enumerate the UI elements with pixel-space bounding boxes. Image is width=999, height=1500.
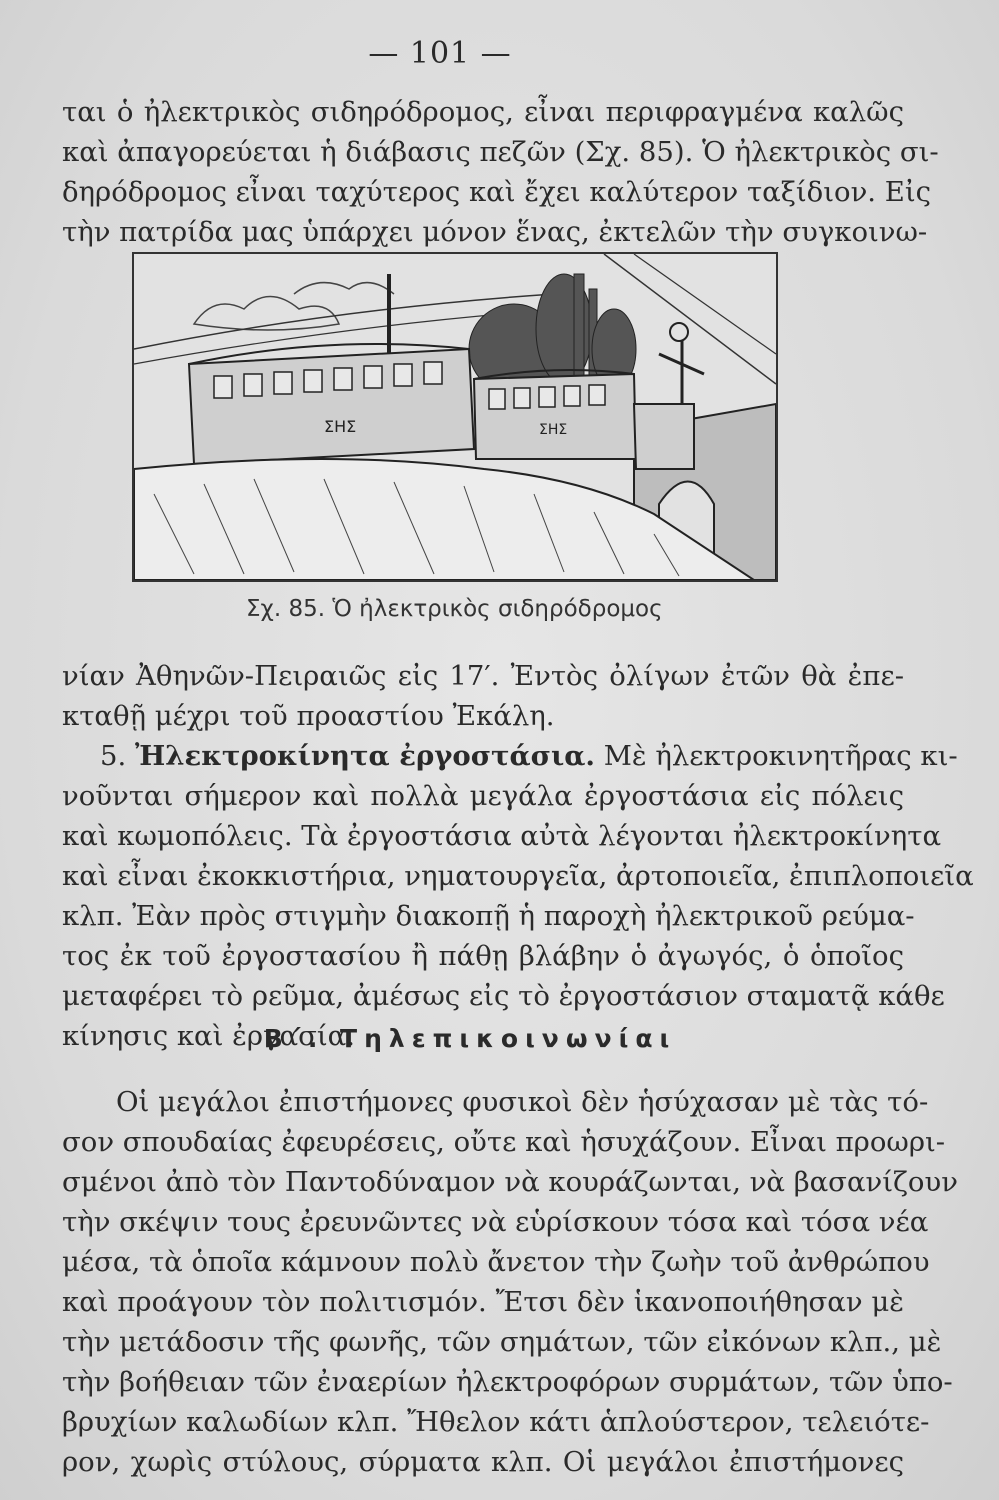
paragraph-middle bbox=[62, 656, 904, 736]
section-first-line bbox=[62, 736, 958, 776]
section-number: 5. bbox=[100, 740, 127, 772]
section-title: Ἠλεκτροκίνητα ἐργοστάσια. bbox=[135, 740, 595, 772]
text-line: μεταφέρει τὸ ρεῦμα, ἀμέσως εἰς τὸ ἐργοστάσιον σταματᾷ κάθε bbox=[62, 980, 945, 1012]
text-line: ρον, χωρὶς στύλους, σύρματα κλπ. Οἱ μεγάλοι ἐπιστήμονες bbox=[62, 1446, 904, 1478]
text-line: νίαν Ἀθηνῶν-Πειραιῶς εἰς 17′. Ἐντὸς ὀλίγων ἐτῶν θὰ ἐπε- bbox=[62, 660, 904, 692]
text-line: κίνησις καὶ ἐργασία. bbox=[62, 1020, 355, 1052]
car-label: ΣΗΣ bbox=[539, 422, 568, 438]
text-line: βρυχίων καλωδίων κλπ. Ἤθελον κάτι ἁπλούστερον, τελειότε- bbox=[62, 1406, 930, 1438]
text-line: καὶ κωμοπόλεις. Τὰ ἐργοστάσια αὐτὰ λέγονται ἠλεκτροκίνητα bbox=[62, 820, 942, 852]
text-line: τὴν σκέψιν τους ἐρευνῶντες νὰ εὑρίσκουν τόσα καὶ τόσα νέα bbox=[62, 1206, 929, 1238]
text-line: νοῦνται σήμερον καὶ πολλὰ μεγάλα ἐργοστάσια εἰς πόλεις bbox=[62, 780, 904, 812]
text-line: καὶ εἶναι ἐκοκκιστήρια, νηματουργεῖα, ἀρτοποιεῖα, ἐπιπλοποιεῖα bbox=[62, 860, 974, 892]
page-number: — 101 — bbox=[368, 36, 512, 71]
text-line: κλπ. Ἐὰν πρὸς στιγμὴν διακοπῇ ἡ παροχὴ ἠλεκτρικοῦ ρεύμα- bbox=[62, 900, 915, 932]
text-line: δηρόδρομος εἶναι ταχύτερος καὶ ἔχει καλύτερον ταξίδιον. Εἰς bbox=[62, 176, 932, 208]
text-line: τὴν μετάδοσιν τῆς φωνῆς, τῶν σημάτων, τῶν εἰκόνων κλπ., μὲ bbox=[62, 1326, 942, 1358]
paragraph-top bbox=[62, 92, 939, 252]
text-line: Οἱ μεγάλοι ἐπιστήμονες φυσικοὶ δὲν ἡσύχασαν μὲ τὰς τό- bbox=[116, 1086, 929, 1118]
text-line: καὶ ἀπαγορεύεται ἡ διάβασις πεζῶν (Σχ. 85). Ὁ ἠλεκτρικὸς σι- bbox=[62, 136, 939, 168]
section-heading: Β΄. Τηλεπικοινωνίαι bbox=[263, 1024, 677, 1053]
text-line: τὴν πατρίδα μας ὑπάρχει μόνον ἕνας, ἐκτελῶν τὴν συγκοινω- bbox=[62, 216, 928, 248]
figure-caption: Σχ. 85. Ὁ ἠλεκτρικὸς σιδηρόδρομος bbox=[246, 596, 663, 622]
text-line: κταθῇ μέχρι τοῦ προαστίου Ἐκάλη. bbox=[62, 700, 555, 732]
text-line: σον σπουδαίας ἐφευρέσεις, οὔτε καὶ ἡσυχάζουν. Εἶναι προωρι- bbox=[62, 1126, 946, 1158]
train-illustration bbox=[132, 252, 778, 582]
paragraph-bottom bbox=[62, 1082, 958, 1482]
car-label: ΣΗΣ bbox=[324, 417, 357, 436]
text-line: μέσα, τὰ ὁποῖα κάμνουν πολὺ ἄνετον τὴν ζωὴν τοῦ ἀνθρώπου bbox=[62, 1246, 930, 1278]
section-5 bbox=[62, 736, 974, 1056]
text-line: καὶ προάγουν τὸν πολιτισμόν. Ἔτσι δὲν ἱκανοποιήθησαν μὲ bbox=[62, 1286, 904, 1318]
text-line: σμένοι ἀπὸ τὸν Παντοδύναμον νὰ κουράζωνται, νὰ βασανίζουν bbox=[62, 1166, 958, 1198]
text-line: ται ὁ ἠλεκτρικὸς σιδηρόδρομος, εἶναι περιφραγμένα καλῶς bbox=[62, 96, 904, 128]
section-first-line-text: Μὲ ἠλεκτροκινητῆρας κι- bbox=[603, 740, 958, 772]
text-line: τος ἐκ τοῦ ἐργοστασίου ἢ πάθῃ βλάβην ὁ ἀγωγός, ὁ ὁποῖος bbox=[62, 940, 904, 972]
text-line: τὴν βοήθειαν τῶν ἐναερίων ἠλεκτροφόρων συρμάτων, τῶν ὑπο- bbox=[62, 1366, 953, 1398]
